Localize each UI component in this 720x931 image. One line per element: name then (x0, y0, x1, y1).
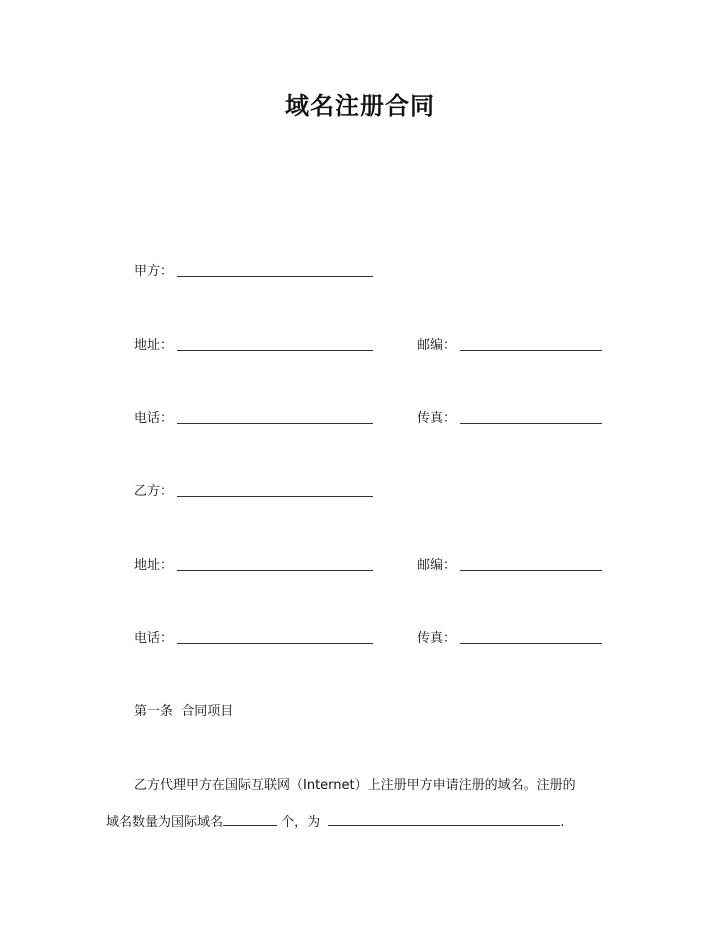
party-b-name-blank[interactable] (177, 496, 373, 497)
party-b-address-blank[interactable] (177, 570, 373, 571)
party-b-address-label: 地址： (134, 558, 174, 573)
party-b-phone-blank[interactable] (177, 643, 373, 644)
party-a-phone-field (134, 407, 373, 427)
party-a-address-label: 地址： (134, 338, 174, 353)
section-1-paragraph-line-1: 乙方代理甲方在国际互联网（Internet）上注册甲方申请注册的域名。注册的 (134, 778, 576, 793)
party-a-name-field (134, 260, 373, 280)
party-a-fax-label: 传真： (417, 411, 457, 426)
party-a-postcode-blank[interactable] (460, 350, 602, 351)
sentence-end: . (560, 815, 565, 830)
party-b-fax-label: 传真： (417, 631, 457, 646)
section-1-heading: 第一条 合同项目 (134, 704, 234, 719)
party-b-fax-blank[interactable] (460, 643, 602, 644)
party-b-phone-label: 电话： (134, 631, 174, 646)
domain-count-blank[interactable] (223, 813, 277, 826)
section-1-paragraph-line-2 (106, 811, 564, 830)
party-a-postcode-label: 邮编： (417, 338, 457, 353)
party-a-name-blank[interactable] (177, 276, 373, 277)
party-a-fax-field (417, 407, 602, 427)
domain-name-blank[interactable] (328, 813, 560, 826)
party-a-postcode-field (417, 334, 602, 354)
party-b-phone-field (134, 627, 373, 647)
party-b-address-field (134, 554, 373, 574)
party-b-fax-field (417, 627, 602, 647)
party-a-address-field (134, 334, 373, 354)
party-a-fax-blank[interactable] (460, 423, 602, 424)
party-a-address-blank[interactable] (177, 350, 373, 351)
party-a-phone-blank[interactable] (177, 423, 373, 424)
party-b-postcode-blank[interactable] (460, 570, 602, 571)
party-b-name-label: 乙方： (134, 484, 174, 499)
party-a-phone-label: 电话： (134, 411, 174, 426)
domain-count-label: 域名数量为国际域名 (106, 815, 224, 830)
party-a-name-label: 甲方： (134, 264, 174, 279)
document-title: 域名注册合同 (285, 91, 435, 120)
party-b-postcode-field (417, 554, 602, 574)
domain-count-suffix: 个，为 (277, 815, 325, 830)
party-b-name-field (134, 480, 373, 500)
party-b-postcode-label: 邮编： (417, 558, 457, 573)
